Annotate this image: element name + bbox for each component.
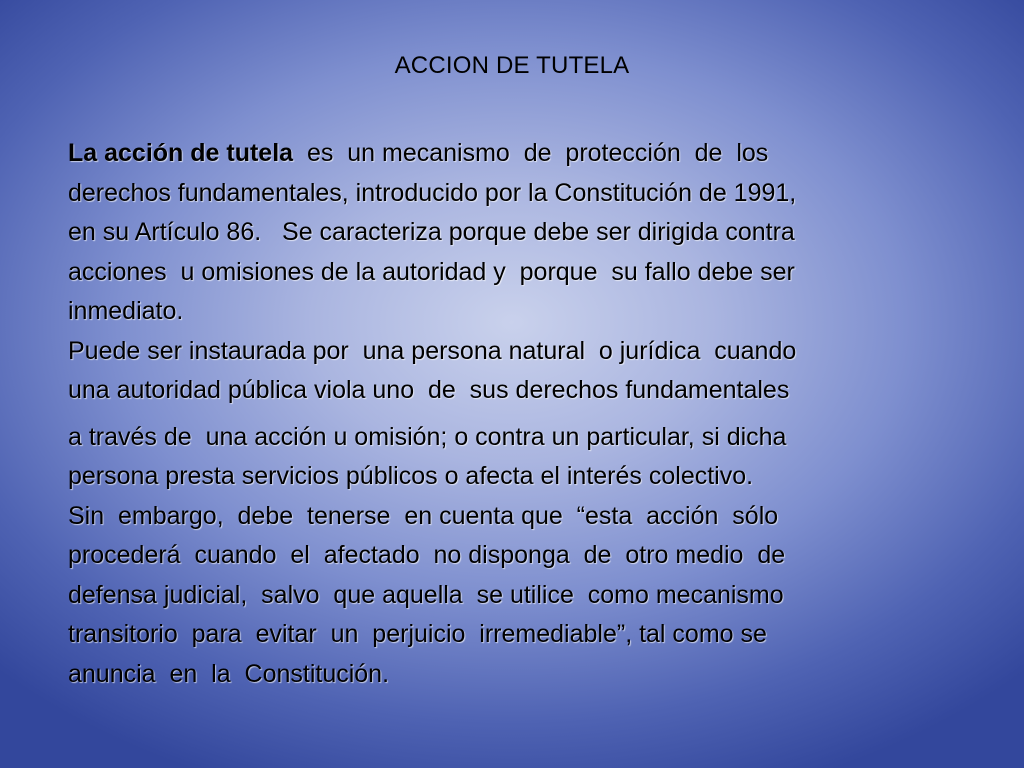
text-line: [68, 134, 948, 174]
text-line: en su Artículo 86. Se caracteriza porque debe ser dirigida contra: [68, 218, 795, 246]
text-line: transitorio para evitar un perjuicio irremediable”, tal como se: [68, 620, 767, 648]
slide-title: ACCION DE TUTELA: [394, 52, 630, 79]
text-line: defensa judicial, salvo que aquella se utilice como mecanismo: [68, 580, 784, 609]
text-line: procederá cuando el afectado no disponga de otro medio de: [68, 541, 786, 569]
text-line: inmediato.: [68, 297, 184, 325]
slide-body: [68, 134, 948, 694]
text-line: una autoridad pública viola uno de sus derechos fundamentales: [68, 376, 790, 404]
paragraph-exception: [68, 497, 948, 695]
text-line-content: es un mecanismo de protección de los: [293, 139, 769, 167]
text-line: persona presta servicios públicos o afecta el interés colectivo.: [68, 462, 754, 490]
bold-term: La acción de tutela: [68, 139, 294, 167]
text-line: a través de una acción u omisión; o contra un particular, si dicha: [68, 422, 787, 451]
text-line: acciones u omisiones de la autoridad y porque su fallo debe ser: [68, 257, 795, 286]
text-line: Puede ser instaurada por una persona natural o jurídica cuando: [68, 336, 797, 365]
text-line: Sin embargo, debe tenerse en cuenta que “esta acción sólo: [68, 501, 779, 530]
text-line: derechos fundamentales, introducido por la Constitución de 1991,: [68, 178, 797, 207]
text-line: anuncia en la Constitución.: [68, 659, 390, 688]
paragraph-definition: [68, 134, 948, 332]
paragraph-who-can-file: [68, 332, 948, 497]
